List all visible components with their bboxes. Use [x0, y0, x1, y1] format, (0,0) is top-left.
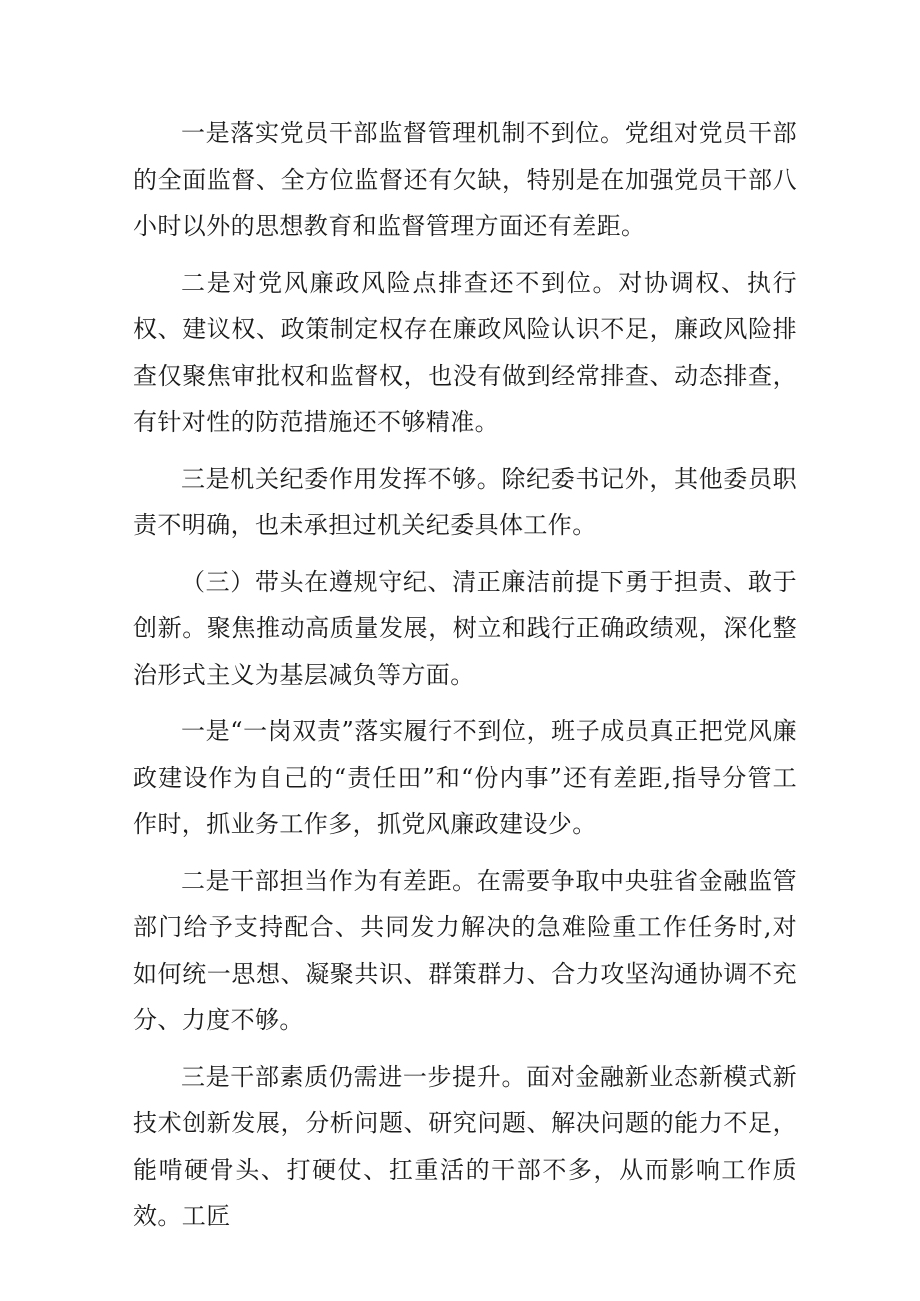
- paragraph-3: 三是机关纪委作用发挥不够。除纪委书记外，其他委员职责不明确，也未承担过机关纪委具体工作。: [133, 464, 797, 539]
- section-heading-3: （三）带头在遵规守纪、清正廉洁前提下勇于担责、敢于创新。聚焦推动高质量发展，树立和践行正确政绩观，深化整治形式主义为基层减负等方面。: [133, 567, 797, 689]
- paragraph-1: 一是落实党员干部监督管理机制不到位。党组对党员干部的全面监督、全方位监督还有欠缺，特别是在加强党员干部八小时以外的思想教育和监督管理方面还有差距。: [133, 119, 797, 240]
- document-body: [133, 110, 797, 1250]
- paragraph-5: 一是“一岗双责”落实履行不到位，班子成员真正把党风廉政建设作为自己的“责任田”和“份内事”还有差距,指导分管工作时，抓业务工作多，抓党风廉政建设少。: [133, 717, 797, 838]
- paragraph-2: 二是对党风廉政风险点排查还不到位。对协调权、执行权、建议权、政策制定权存在廉政风险认识不足，廉政风险排查仅聚焦审批权和监督权，也没有做到经常排查、动态排查，有针对性的防范措施还不够精准。: [133, 268, 797, 436]
- paragraph-7: 三是干部素质仍需进一步提升。面对金融新业态新模式新技术创新发展，分析问题、研究问题、解决问题的能力不足，能啃硬骨头、打硬仗、扛重活的干部不多，从而影响工作质效。工匠: [133, 1062, 797, 1230]
- paragraph-6: 二是干部担当作为有差距。在需要争取中央驻省金融监管部门给予支持配合、共同发力解决的急难险重工作任务时,对如何统一思想、凝聚共识、群策群力、合力攻坚沟通协调不充分、力度不够。: [133, 866, 797, 1034]
